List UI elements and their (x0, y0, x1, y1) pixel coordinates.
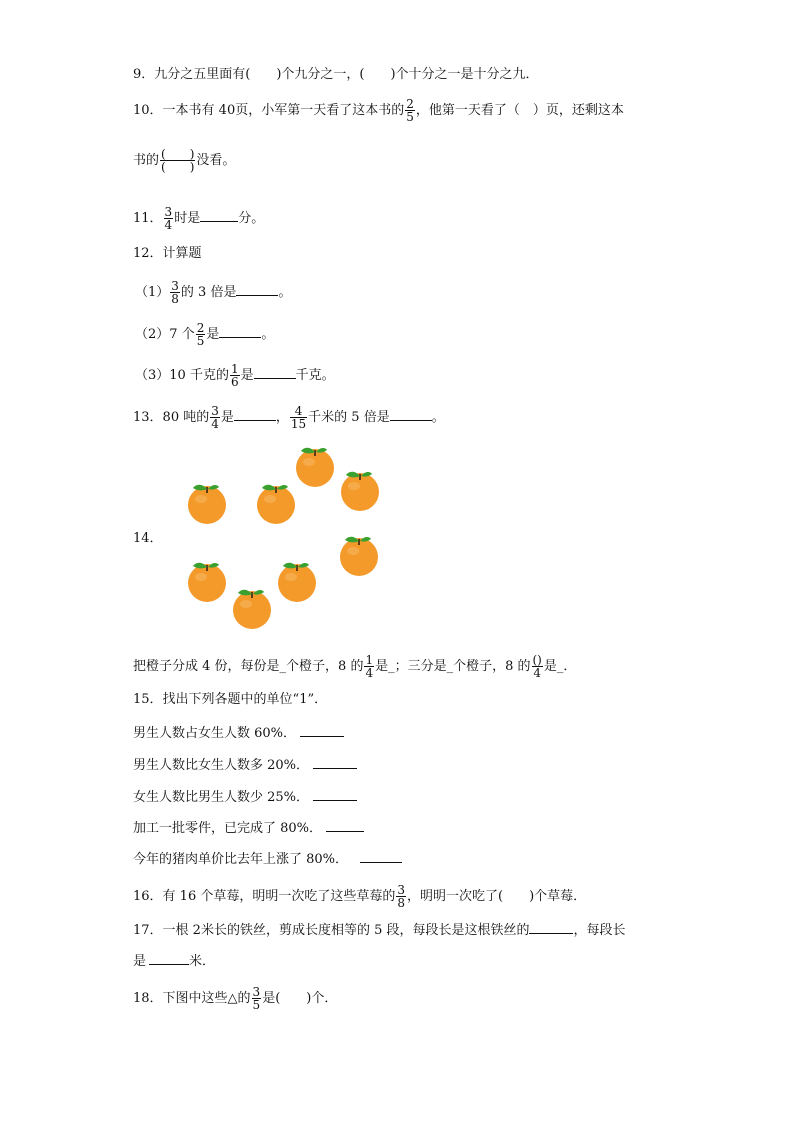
q13-mid1: 是 (220, 410, 234, 425)
q10-line2-suffix: 没看。 (196, 153, 236, 168)
q12-p3-suffix: 是 (240, 368, 254, 383)
q15-item (133, 756, 357, 774)
q18-fraction (252, 986, 262, 1011)
q12-p2-prefix: （2）7 个 (135, 327, 195, 342)
answer-blank[interactable] (149, 952, 189, 965)
q10-suffix: ，他第一天看了（ ）页，还剩这本 (415, 103, 624, 118)
q16-fraction (396, 884, 406, 909)
question-17 (133, 921, 626, 939)
question-18 (133, 986, 337, 1011)
q15-item-text: 今年的猪肉单价比去年上涨了 80%． (133, 852, 349, 867)
q12-p2-end: 。 (261, 327, 275, 342)
fraction-denominator: 8 (171, 292, 179, 306)
q14-text-b: 是_；三分是_个橙子，8 的 (375, 659, 531, 674)
fraction-denominator: 5 (252, 998, 261, 1012)
q12-title: 12．计算题 (133, 246, 202, 261)
orange-icon (184, 479, 230, 525)
q16-prefix: 16．有 16 个草莓，明明一次吃了这些草莓的 (133, 889, 396, 904)
fraction-denominator: 8 (397, 896, 405, 910)
orange-icon (336, 531, 382, 577)
orange-icon (229, 584, 275, 630)
answer-blank[interactable] (326, 819, 364, 832)
q15-item-text: 男生人数比女生人数多 20%． (133, 758, 310, 773)
question-10 (133, 98, 624, 123)
q12-p2-suffix: 是 (206, 327, 220, 342)
question-12-part-2 (135, 322, 274, 347)
q10-blank-fraction[interactable] (160, 148, 195, 173)
answer-blank[interactable] (313, 756, 357, 769)
fraction-denominator: 15 (290, 417, 307, 431)
q15-item (133, 724, 344, 742)
q15-item (133, 788, 357, 806)
q17-line2-end: 米． (189, 954, 216, 969)
q10-fraction (405, 98, 415, 123)
fraction-numerator: 4 (294, 404, 303, 418)
q14-label: 14． (133, 531, 163, 546)
q12-p3-prefix: （3）10 千克的 (135, 368, 229, 383)
fraction-denominator: 5 (406, 110, 414, 124)
q15-item-text: 加工一批零件，已完成了 80%． (133, 821, 323, 836)
answer-blank[interactable] (529, 921, 573, 934)
orange-icon (337, 466, 383, 512)
q12-p1-fraction (170, 280, 180, 305)
answer-blank[interactable] (313, 788, 357, 801)
q12-p1-end: 。 (278, 285, 292, 300)
q9-text: 9．九分之五里面有( )个九分之一，( )个十分之一是十分之九． (133, 67, 539, 82)
q15-item-text: 男生人数占女生人数 60%． (133, 726, 297, 741)
question-11 (133, 206, 264, 231)
q12-p3-fraction (230, 363, 240, 388)
q12-p3-end: 千克。 (295, 368, 335, 383)
question-12-title (133, 246, 202, 262)
q14-fraction-1 (364, 654, 374, 679)
answer-blank[interactable] (236, 283, 278, 296)
q13-mid2: ， (275, 410, 289, 425)
q15-item (133, 819, 364, 837)
q13-mid3: 千米的 5 倍是 (308, 410, 390, 425)
orange-icon (292, 442, 338, 488)
fraction-denominator: 4 (164, 218, 173, 232)
fraction-numerator: 3 (397, 883, 405, 897)
answer-blank[interactable] (219, 325, 261, 338)
q12-p2-fraction (196, 322, 206, 347)
question-13 (133, 405, 445, 430)
question-14-label (133, 531, 163, 547)
q17-line1: 17．一根 2米长的铁丝，剪成长度相等的 5 段，每段长是这根铁丝的 (133, 923, 530, 938)
fraction-numerator: 2 (196, 321, 205, 335)
q15-title: 15．找出下列各题中的单位“1”． (133, 692, 328, 707)
fraction-numerator: 3 (171, 279, 179, 293)
q13-fraction-2 (290, 405, 307, 430)
q11-prefix: 11． (133, 211, 163, 226)
fraction-numerator: () (532, 653, 542, 667)
question-15-title (133, 692, 327, 708)
fraction-denominator: 6 (230, 375, 239, 389)
answer-blank[interactable] (254, 366, 296, 379)
q10-line2-prefix: 书的 (133, 153, 160, 168)
question-12-part-3 (135, 363, 335, 388)
q11-fraction (164, 206, 174, 231)
question-17-line-2 (133, 952, 215, 970)
q17-line2-prefix: 是 (133, 954, 147, 969)
q15-item (133, 850, 402, 868)
answer-blank[interactable] (200, 209, 238, 222)
q13-prefix: 13．80 吨的 (133, 410, 210, 425)
fraction-numerator: 3 (252, 985, 261, 999)
q12-p1-prefix: （1） (135, 285, 170, 300)
fraction-denominator: 4 (365, 666, 374, 680)
fraction-numerator: 1 (365, 653, 374, 667)
question-16 (133, 884, 586, 909)
q18-prefix: 18．下图中这些△的 (133, 991, 251, 1006)
fraction-numerator-blank[interactable]: ( ) (161, 147, 195, 161)
q14-text-a: 把橙子分成 4 份，每份是_个橙子，8 的 (133, 659, 364, 674)
fraction-numerator: 2 (406, 97, 414, 111)
answer-blank[interactable] (360, 850, 402, 863)
answer-blank[interactable] (300, 724, 344, 737)
answer-blank[interactable] (234, 408, 276, 421)
fraction-denominator-blank[interactable]: ( ) (161, 160, 195, 174)
question-9 (133, 67, 539, 83)
question-14-text (133, 654, 576, 679)
q11-end: 分。 (238, 211, 265, 226)
q13-fraction-1 (210, 405, 220, 430)
q17-line1-end: ，每段长 (573, 923, 626, 938)
q14-fraction-2 (532, 654, 543, 679)
fraction-denominator: 4 (533, 666, 541, 680)
fraction-numerator: 3 (164, 205, 173, 219)
q16-suffix: ，明明一次吃了( )个草莓． (407, 889, 587, 904)
q11-suffix: 时是 (174, 211, 201, 226)
fraction-denominator: 5 (196, 334, 205, 348)
fraction-numerator: 1 (230, 362, 239, 376)
orange-icon (184, 557, 230, 603)
q15-item-text: 女生人数比男生人数少 25%． (133, 790, 310, 805)
question-10-line-2 (133, 148, 235, 173)
fraction-denominator: 4 (211, 417, 219, 431)
q14-text-c: 是_． (543, 659, 577, 674)
orange-icon (274, 557, 320, 603)
answer-blank[interactable] (390, 408, 432, 421)
q10-prefix: 10．一本书有 40页，小军第一天看了这本书的 (133, 103, 405, 118)
fraction-numerator: 3 (211, 404, 219, 418)
q18-suffix: 是( )个． (262, 991, 338, 1006)
q12-p1-suffix: 的 3 倍是 (180, 285, 237, 300)
q13-end: 。 (431, 410, 445, 425)
question-12-part-1 (135, 280, 291, 305)
